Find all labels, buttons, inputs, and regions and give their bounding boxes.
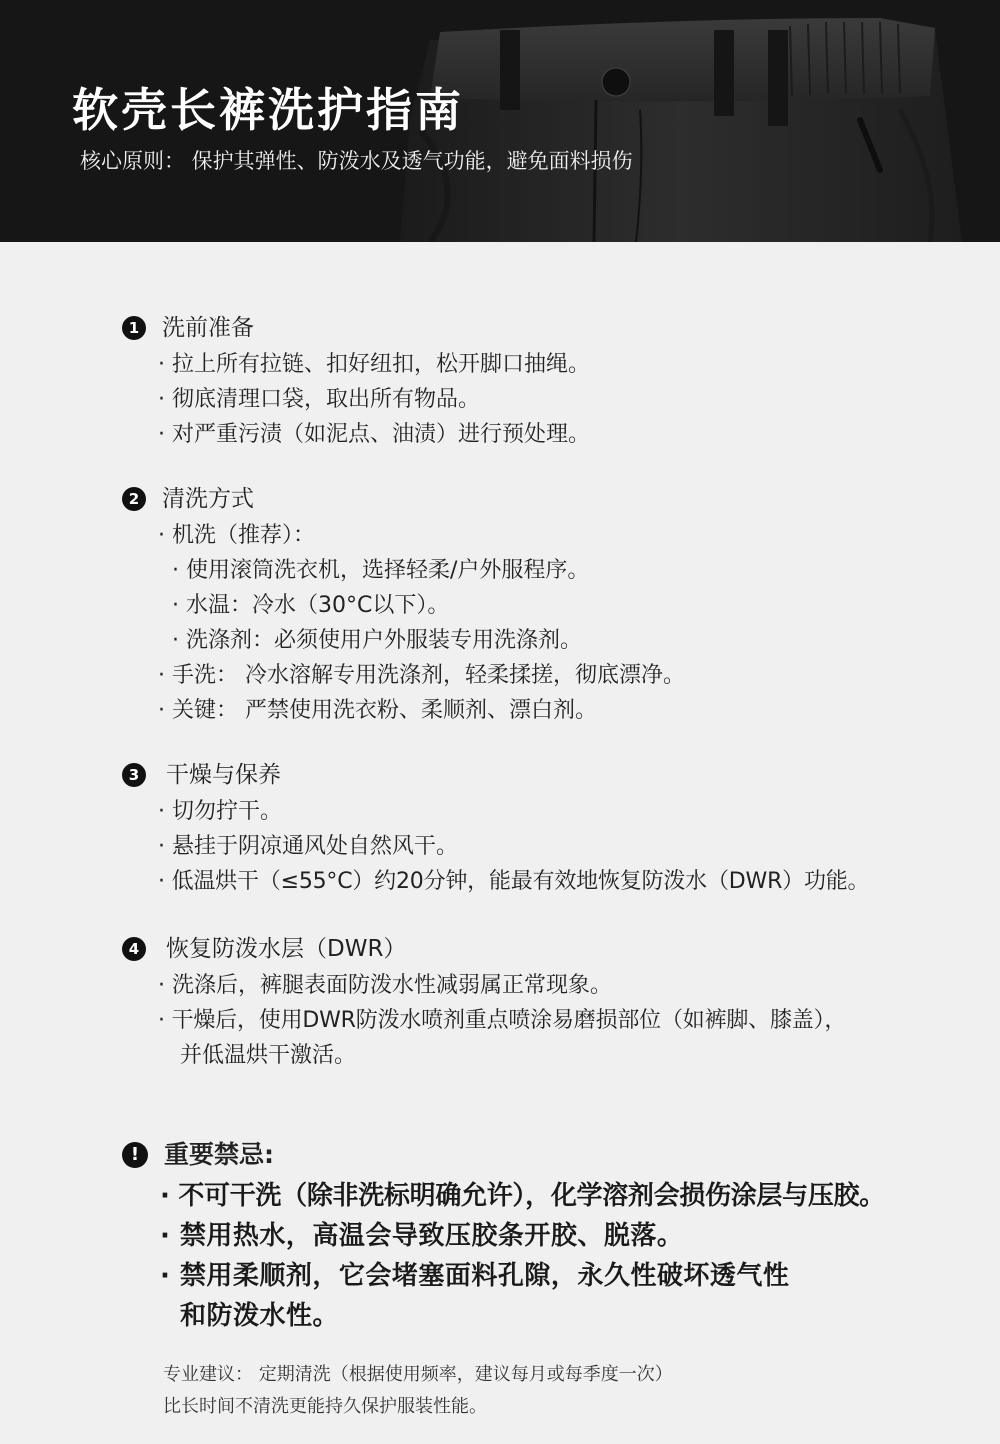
list-item: · 拉上所有拉链、扣好纽扣，松开脚口抽绳。 bbox=[158, 352, 590, 377]
warning-item: · 不可干洗（除非洗标明确允许），化学溶剂会损伤涂层与压胶。 bbox=[160, 1181, 885, 1211]
pro-tip-line-1: 专业建议： 定期清洗（根据使用频率，建议每月或每季度一次） bbox=[163, 1364, 673, 1385]
warning-item: · 禁用柔顺剂，它会堵塞面料孔隙，永久性破坏透气性 bbox=[160, 1261, 790, 1291]
header-banner bbox=[0, 0, 1000, 242]
list-item: · 关键： 严禁使用洗衣粉、柔顺剂、漂白剂。 bbox=[158, 698, 597, 723]
section-title: 恢复防泼水层（DWR） bbox=[166, 936, 407, 962]
pro-tip-line-2: 比长时间不清洗更能持久保护服装性能。 bbox=[163, 1396, 487, 1417]
list-subitem: · 水温：冷水（30°C以下）。 bbox=[172, 593, 450, 618]
number-badge-3: 3 bbox=[122, 763, 146, 787]
section-title: 清洗方式 bbox=[162, 486, 254, 512]
list-item: · 机洗（推荐）： bbox=[158, 523, 315, 548]
list-item: · 干燥后，使用DWR防泼水喷剂重点喷涂易磨损部位（如裤脚、膝盖）， bbox=[158, 1008, 847, 1033]
exclamation-icon: ! bbox=[122, 1142, 148, 1168]
warning-item-continuation: 和防泼水性。 bbox=[180, 1301, 340, 1331]
list-subitem: · 洗涤剂：必须使用户外服装专用洗涤剂。 bbox=[172, 628, 582, 653]
list-item: · 切勿拧干。 bbox=[158, 799, 282, 824]
section-title: 洗前准备 bbox=[162, 315, 254, 341]
list-item-continuation: 并低温烘干激活。 bbox=[180, 1043, 357, 1068]
page-subtitle: 核心原则： 保护其弹性、防泼水及透气功能，避免面料损伤 bbox=[80, 149, 633, 173]
section-title: 干燥与保养 bbox=[166, 762, 281, 788]
number-badge-4: 4 bbox=[122, 937, 146, 961]
list-item: · 对严重污渍（如泥点、油渍）进行预处理。 bbox=[158, 422, 590, 447]
list-item: · 洗涤后，裤腿表面防泼水性减弱属正常现象。 bbox=[158, 973, 612, 998]
number-badge-1: 1 bbox=[122, 316, 146, 340]
page-title: 软壳长裤洗护指南 bbox=[72, 83, 464, 137]
number-badge-2: 2 bbox=[122, 487, 146, 511]
warning-title: 重要禁忌: bbox=[164, 1140, 274, 1169]
list-item: · 低温烘干（≤55°C）约20分钟，能最有效地恢复防泼水（DWR）功能。 bbox=[158, 869, 870, 894]
list-item: · 手洗： 冷水溶解专用洗涤剂，轻柔揉搓，彻底漂净。 bbox=[158, 663, 685, 688]
list-item: · 悬挂于阴凉通风处自然风干。 bbox=[158, 834, 458, 859]
list-item: · 彻底清理口袋，取出所有物品。 bbox=[158, 387, 480, 412]
warning-item: · 禁用热水，高温会导致压胶条开胶、脱落。 bbox=[160, 1221, 684, 1251]
list-subitem: · 使用滚筒洗衣机，选择轻柔/户外服程序。 bbox=[172, 558, 590, 583]
